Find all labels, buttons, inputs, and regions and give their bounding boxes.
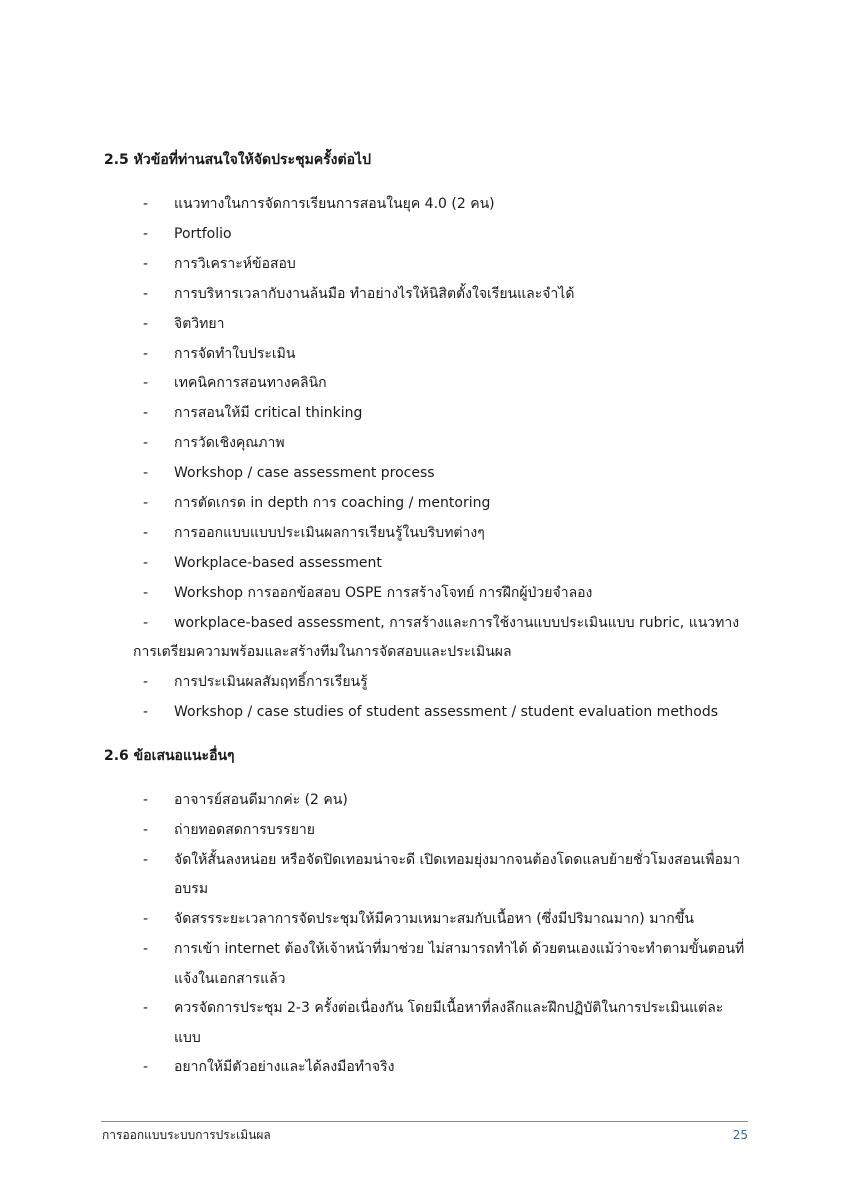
footer-divider <box>101 1121 748 1122</box>
bullet-dash: - <box>143 792 149 808</box>
list-item-continuation: การเตรียมความพร้อมและสร้างทีมในการจัดสอบและประเมินผล <box>133 644 512 660</box>
section-heading-2-6: 2.6 ข้อเสนอแนะอื่นๆ <box>104 748 235 764</box>
bullet-dash: - <box>143 316 149 332</box>
list-item-text: การบริหารเวลากับงานล้นมือ ทำอย่างไรให้นิสิตตั้งใจเรียนและจำได้ <box>174 286 575 302</box>
bullet-dash: - <box>143 1000 149 1016</box>
list-item-text: การตัดเกรด in depth การ coaching / mentoring <box>174 495 491 511</box>
bullet-dash: - <box>143 615 149 631</box>
bullet-dash: - <box>143 525 149 541</box>
list-item-text: การประเมินผลสัมฤทธิ์การเรียนรู้ <box>174 674 368 690</box>
list-item-continuation: อบรม <box>174 881 209 897</box>
bullet-dash: - <box>143 405 149 421</box>
list-item-text: การเข้า internet ต้องให้เจ้าหน้าที่มาช่วย ไม่สามารถทำได้ ด้วยตนเองแม้ว่าจะทำตามขั้นตอนที่ <box>174 941 745 957</box>
list-item-text: Workplace-based assessment <box>174 555 382 571</box>
bullet-dash: - <box>143 555 149 571</box>
list-item-text: Portfolio <box>174 226 232 242</box>
bullet-dash: - <box>143 256 149 272</box>
bullet-dash: - <box>143 822 149 838</box>
list-item-text: การสอนให้มี critical thinking <box>174 405 363 421</box>
list-item-text: อยากให้มีตัวอย่างและได้ลงมือทำจริง <box>174 1059 395 1075</box>
bullet-dash: - <box>143 226 149 242</box>
list-item-continuation: แบบ <box>174 1030 201 1046</box>
bullet-dash: - <box>143 495 149 511</box>
bullet-dash: - <box>143 196 149 212</box>
list-item-text: การวัดเชิงคุณภาพ <box>174 435 285 451</box>
page-number: 25 <box>732 1128 748 1142</box>
list-item-continuation: แจ้งในเอกสารแล้ว <box>174 971 286 987</box>
bullet-dash: - <box>143 585 149 601</box>
list-item-text: ควรจัดการประชุม 2-3 ครั้งต่อเนื่องกัน โดยมีเนื้อหาที่ลงลึกและฝึกปฏิบัติในการประเมินแต่ละ <box>174 1000 724 1016</box>
list-item-text: ถ่ายทอดสดการบรรยาย <box>174 822 315 838</box>
bullet-dash: - <box>143 346 149 362</box>
list-item-text: จัดสรรระยะเวลาการจัดประชุมให้มีความเหมาะสมกับเนื้อหา (ซึ่งมีปริมาณมาก) มากขึ้น <box>174 911 694 927</box>
bullet-dash: - <box>143 911 149 927</box>
bullet-dash: - <box>143 375 149 391</box>
list-item-text: การวิเคราะห์ข้อสอบ <box>174 256 296 272</box>
list-item-text: Workshop / case studies of student assessment / student evaluation methods <box>174 704 719 720</box>
list-item-text: Workshop การออกข้อสอบ OSPE การสร้างโจทย์ การฝึกผู้ป่วยจำลอง <box>174 585 593 601</box>
list-item-text: เทคนิคการสอนทางคลินิก <box>174 375 327 391</box>
bullet-dash: - <box>143 674 149 690</box>
list-item-text: จิตวิทยา <box>174 316 225 332</box>
bullet-dash: - <box>143 852 149 868</box>
bullet-dash: - <box>143 941 149 957</box>
bullet-dash: - <box>143 1059 149 1075</box>
bullet-dash: - <box>143 435 149 451</box>
list-item-text: การจัดทำใบประเมิน <box>174 346 296 362</box>
section-heading-2-5: 2.5 หัวข้อที่ท่านสนใจให้จัดประชุมครั้งต่อไป <box>104 152 371 168</box>
bullet-dash: - <box>143 465 149 481</box>
list-item-text: Workshop / case assessment process <box>174 465 435 481</box>
bullet-dash: - <box>143 286 149 302</box>
list-item-text: จัดให้สั้นลงหน่อย หรือจัดปิดเทอมน่าจะดี เปิดเทอมยุ่งมากจนต้องโดดแลบย้ายชั่วโมงสอนเพื่อมา <box>174 852 741 868</box>
list-item-text: แนวทางในการจัดการเรียนการสอนในยุค 4.0 (2 คน) <box>174 196 495 212</box>
list-item-text: การออกแบบแบบประเมินผลการเรียนรู้ในบริบทต่างๆ <box>174 525 485 541</box>
bullet-dash: - <box>143 704 149 720</box>
list-item-text: อาจารย์สอนดีมากค่ะ (2 คน) <box>174 792 348 808</box>
footer-title: การออกแบบระบบการประเมินผล <box>102 1128 271 1142</box>
list-item-text: workplace-based assessment, การสร้างและการใช้งานแบบประเมินแบบ rubric, แนวทาง <box>174 615 740 631</box>
